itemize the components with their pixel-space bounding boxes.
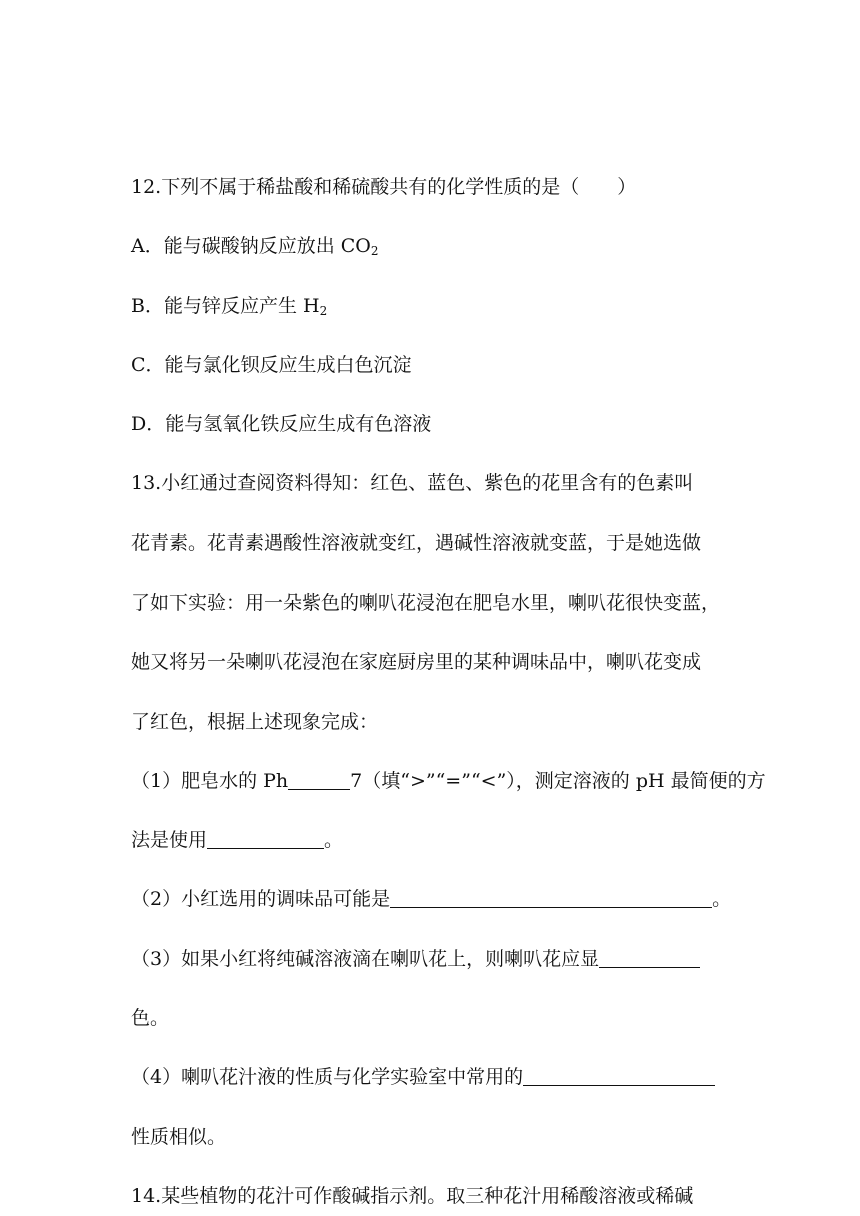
answer-blank-condiment	[390, 888, 712, 908]
answer-blank-color	[599, 948, 700, 968]
q13-stem-line-2: 花青素。花青素遇酸性溶液就变红，遇碱性溶液就变蓝，于是她选做	[131, 532, 702, 554]
q13-part-3-line-2: 色。	[131, 1007, 170, 1029]
q13-part-4-line-2: 性质相似。	[131, 1126, 227, 1148]
answer-blank-method	[207, 829, 324, 849]
q13-stem-line-4: 她又将另一朵喇叭花浸泡在家庭厨房里的某种调味品中，喇叭花变成	[131, 651, 702, 673]
q13-part-4-line-1: （4）喇叭花汁液的性质与化学实验室中常用的	[131, 1063, 715, 1091]
q13-stem-line-5: 了红色，根据上述现象完成：	[131, 711, 379, 733]
q12-option-a: A．能与碳酸钠反应放出 $CO_2$	[131, 235, 379, 258]
q12-option-b: B．能与锌反应产生 $H_2$	[131, 295, 328, 318]
q13-part-1-line-2: 法是使用 。	[131, 829, 344, 851]
q14-stem-line-1: 14.某些植物的花汁可作酸碱指示剂。取三种花汁用稀酸溶液或稀碱	[131, 1185, 694, 1207]
answer-blank-ph	[288, 770, 350, 790]
q12-option-d: D．能与氢氧化铁反应生成有色溶液	[131, 413, 432, 435]
q13-part-1-line-1: （1）肥皂水的 Ph 7（填“>”“=”“<”），测定溶液的 pH 最简便的方	[131, 770, 766, 792]
q12-option-c: C．能与氯化钡反应生成白色沉淀	[131, 354, 412, 376]
q13-part-2: （2）小红选用的调味品可能是 。	[131, 888, 732, 910]
q13-part-3-line-1: （3）如果小红将纯碱溶液滴在喇叭花上，则喇叭花应显	[131, 945, 700, 973]
q13-stem-line-1: 13.小红通过查阅资料得知：红色、蓝色、紫色的花里含有的色素叫	[131, 472, 694, 494]
q12-stem: 12.下列不属于稀盐酸和稀硫酸共有的化学性质的是（ ）	[131, 176, 637, 198]
q13-stem-line-3: 了如下实验：用一朵紫色的喇叭花浸泡在肥皂水里，喇叭花很快变蓝，	[131, 592, 721, 614]
answer-blank-indicator	[523, 1066, 715, 1086]
